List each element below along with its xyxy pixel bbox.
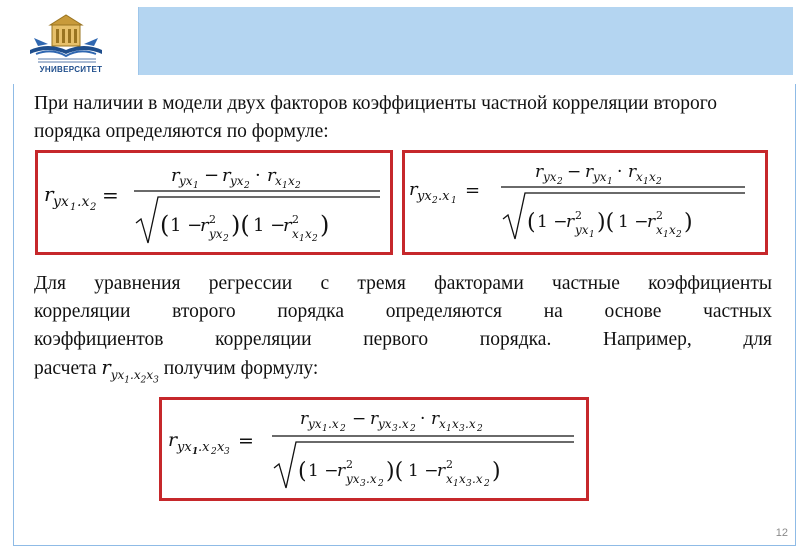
svg-text:1: 1 bbox=[282, 181, 288, 191]
svg-text:.x: .x bbox=[472, 472, 483, 486]
svg-text:.x: .x bbox=[398, 417, 409, 431]
formula-partial-corr-x2 bbox=[405, 153, 765, 252]
svg-text:=: = bbox=[238, 430, 254, 452]
svg-text:(: ( bbox=[298, 459, 307, 484]
svg-text:x: x bbox=[275, 174, 282, 188]
svg-text:x: x bbox=[305, 227, 312, 241]
svg-text:1: 1 bbox=[607, 177, 613, 187]
svg-text:1: 1 bbox=[193, 181, 199, 191]
svg-text:yx: yx bbox=[53, 194, 69, 210]
svg-text:r: r bbox=[200, 215, 209, 236]
svg-text:x: x bbox=[446, 472, 453, 486]
svg-text:r: r bbox=[628, 162, 637, 182]
inline-formula: $r_{yx_1.x_2x_3}$ bbox=[101, 356, 159, 386]
svg-text:1: 1 bbox=[663, 230, 669, 240]
svg-text:2: 2 bbox=[378, 479, 384, 489]
svg-text:2: 2 bbox=[446, 458, 453, 471]
svg-text:r: r bbox=[337, 461, 346, 481]
svg-text:1: 1 bbox=[446, 424, 452, 434]
svg-text:1: 1 bbox=[589, 230, 595, 240]
svg-text:yx: yx bbox=[209, 227, 223, 241]
svg-text:yx: yx bbox=[417, 189, 432, 204]
formula-partial-corr-x1-x2x3 bbox=[162, 400, 586, 498]
svg-text:·: · bbox=[255, 165, 261, 186]
svg-text:2: 2 bbox=[90, 202, 97, 213]
slide-header bbox=[0, 0, 800, 84]
svg-text:2: 2 bbox=[557, 177, 563, 187]
svg-text:2: 2 bbox=[244, 181, 250, 191]
svg-text:r: r bbox=[431, 409, 440, 429]
svg-text:x: x bbox=[669, 223, 676, 237]
svg-text:r: r bbox=[585, 162, 594, 182]
svg-text:): ) bbox=[492, 459, 501, 484]
svg-text:−: − bbox=[352, 409, 367, 429]
svg-text:r: r bbox=[168, 429, 178, 451]
svg-text:yx: yx bbox=[308, 417, 322, 431]
svg-text:1 −: 1 − bbox=[618, 212, 649, 232]
svg-text:−: − bbox=[567, 162, 582, 182]
svg-text:)(: )( bbox=[386, 459, 404, 484]
svg-text:2: 2 bbox=[292, 213, 299, 226]
svg-text:1: 1 bbox=[453, 479, 459, 489]
body-paragraph bbox=[34, 270, 772, 394]
svg-text:2: 2 bbox=[484, 479, 490, 489]
svg-text:): ) bbox=[684, 210, 693, 235]
svg-text:)(: )( bbox=[231, 211, 250, 239]
formula-box-1 bbox=[35, 150, 393, 255]
svg-text:yx: yx bbox=[177, 440, 192, 455]
svg-text:r: r bbox=[566, 212, 575, 232]
svg-text:r: r bbox=[647, 212, 656, 232]
svg-text:2: 2 bbox=[656, 177, 662, 187]
svg-text:(: ( bbox=[527, 210, 536, 235]
svg-text:1: 1 bbox=[299, 234, 305, 244]
svg-text:3: 3 bbox=[360, 479, 366, 489]
svg-text:x: x bbox=[292, 227, 299, 241]
body-line-2: корреляции второго порядка определяются на основе частных bbox=[34, 301, 772, 322]
svg-text:2: 2 bbox=[223, 234, 229, 244]
svg-text:x: x bbox=[656, 223, 663, 237]
svg-text:2: 2 bbox=[676, 230, 682, 240]
svg-text:)(: )( bbox=[597, 210, 615, 235]
svg-text:−: − bbox=[204, 165, 220, 186]
svg-text:x: x bbox=[452, 417, 459, 431]
svg-text:1 −: 1 − bbox=[170, 215, 203, 236]
svg-text:2: 2 bbox=[575, 209, 582, 222]
svg-text:.x: .x bbox=[77, 194, 90, 210]
svg-text:x: x bbox=[217, 440, 225, 455]
svg-text:x: x bbox=[288, 174, 295, 188]
svg-text:yx: yx bbox=[543, 170, 557, 184]
svg-text:yx: yx bbox=[346, 472, 360, 486]
svg-text:.x: .x bbox=[438, 189, 450, 204]
svg-text:3: 3 bbox=[224, 447, 230, 457]
svg-text:r: r bbox=[535, 162, 544, 182]
svg-text:.x: .x bbox=[465, 417, 476, 431]
svg-text:2: 2 bbox=[340, 424, 346, 434]
svg-text:r: r bbox=[171, 165, 180, 186]
svg-text:.x: .x bbox=[328, 417, 339, 431]
formula-partial-corr-x1 bbox=[38, 153, 390, 252]
svg-text:r: r bbox=[300, 409, 309, 429]
formula-box-3 bbox=[159, 397, 589, 501]
svg-text:·: · bbox=[420, 409, 426, 429]
svg-text:yx: yx bbox=[593, 170, 607, 184]
intro-paragraph: При наличии в модели двух факторов коэффициенты частной корреляции второго порядка определяются по формуле: bbox=[34, 93, 717, 142]
svg-text:r: r bbox=[283, 215, 292, 236]
svg-text:(: ( bbox=[160, 211, 170, 239]
svg-text:r: r bbox=[222, 165, 231, 186]
formula-box-2 bbox=[402, 150, 768, 255]
university-logo bbox=[8, 8, 130, 78]
svg-text:1: 1 bbox=[70, 202, 77, 213]
svg-text:1 −: 1 − bbox=[537, 212, 568, 232]
svg-text:): ) bbox=[320, 211, 330, 239]
svg-text:·: · bbox=[617, 162, 623, 182]
svg-text:x: x bbox=[649, 170, 656, 184]
svg-text:2: 2 bbox=[432, 196, 438, 206]
svg-text:2: 2 bbox=[410, 424, 416, 434]
header-banner bbox=[138, 7, 793, 75]
svg-text:2: 2 bbox=[656, 209, 663, 222]
svg-text:=: = bbox=[465, 180, 481, 201]
svg-text:1 −: 1 − bbox=[408, 461, 439, 481]
svg-text:yx: yx bbox=[575, 223, 589, 237]
svg-text:1: 1 bbox=[643, 177, 649, 187]
svg-text:yx: yx bbox=[179, 174, 193, 188]
page-number: 12 bbox=[775, 527, 788, 539]
svg-text:yx: yx bbox=[230, 174, 244, 188]
svg-text:2: 2 bbox=[295, 181, 301, 191]
svg-text:2: 2 bbox=[346, 458, 353, 471]
logo-caption: УНИВЕРСИТЕТ bbox=[39, 65, 103, 74]
svg-text:1 −: 1 − bbox=[308, 461, 339, 481]
svg-text:3: 3 bbox=[459, 424, 465, 434]
svg-text:.x: .x bbox=[366, 472, 377, 486]
svg-text:r: r bbox=[370, 409, 379, 429]
svg-text:2: 2 bbox=[209, 213, 216, 226]
svg-text:2: 2 bbox=[211, 447, 217, 457]
svg-text:3: 3 bbox=[466, 479, 472, 489]
svg-text:.x: .x bbox=[198, 440, 210, 455]
svg-text:3: 3 bbox=[392, 424, 398, 434]
svg-text:r: r bbox=[409, 179, 418, 200]
body-line-4-end: получим формулу: bbox=[163, 358, 319, 379]
svg-text:x: x bbox=[459, 472, 466, 486]
svg-text:1: 1 bbox=[451, 196, 457, 206]
svg-text:1 −: 1 − bbox=[253, 215, 286, 236]
body-line-3: коэффициентов корреляции первого порядка. Например, для bbox=[34, 329, 772, 350]
svg-text:r: r bbox=[44, 182, 54, 206]
svg-text:r: r bbox=[437, 461, 446, 481]
svg-text:r: r bbox=[267, 165, 276, 186]
svg-text:x: x bbox=[439, 417, 446, 431]
svg-text:1: 1 bbox=[322, 424, 328, 434]
body-line-4-start: расчета bbox=[34, 358, 97, 379]
svg-text:=: = bbox=[102, 183, 119, 207]
svg-text:yx: yx bbox=[378, 417, 392, 431]
svg-text:2: 2 bbox=[312, 234, 318, 244]
svg-text:x: x bbox=[636, 170, 643, 184]
svg-text:2: 2 bbox=[477, 424, 483, 434]
body-line-4 bbox=[34, 354, 772, 394]
svg-text:1: 1 bbox=[192, 447, 199, 457]
body-line-1: Для уравнения регрессии с тремя факторами частные коэффициенты bbox=[34, 273, 772, 294]
